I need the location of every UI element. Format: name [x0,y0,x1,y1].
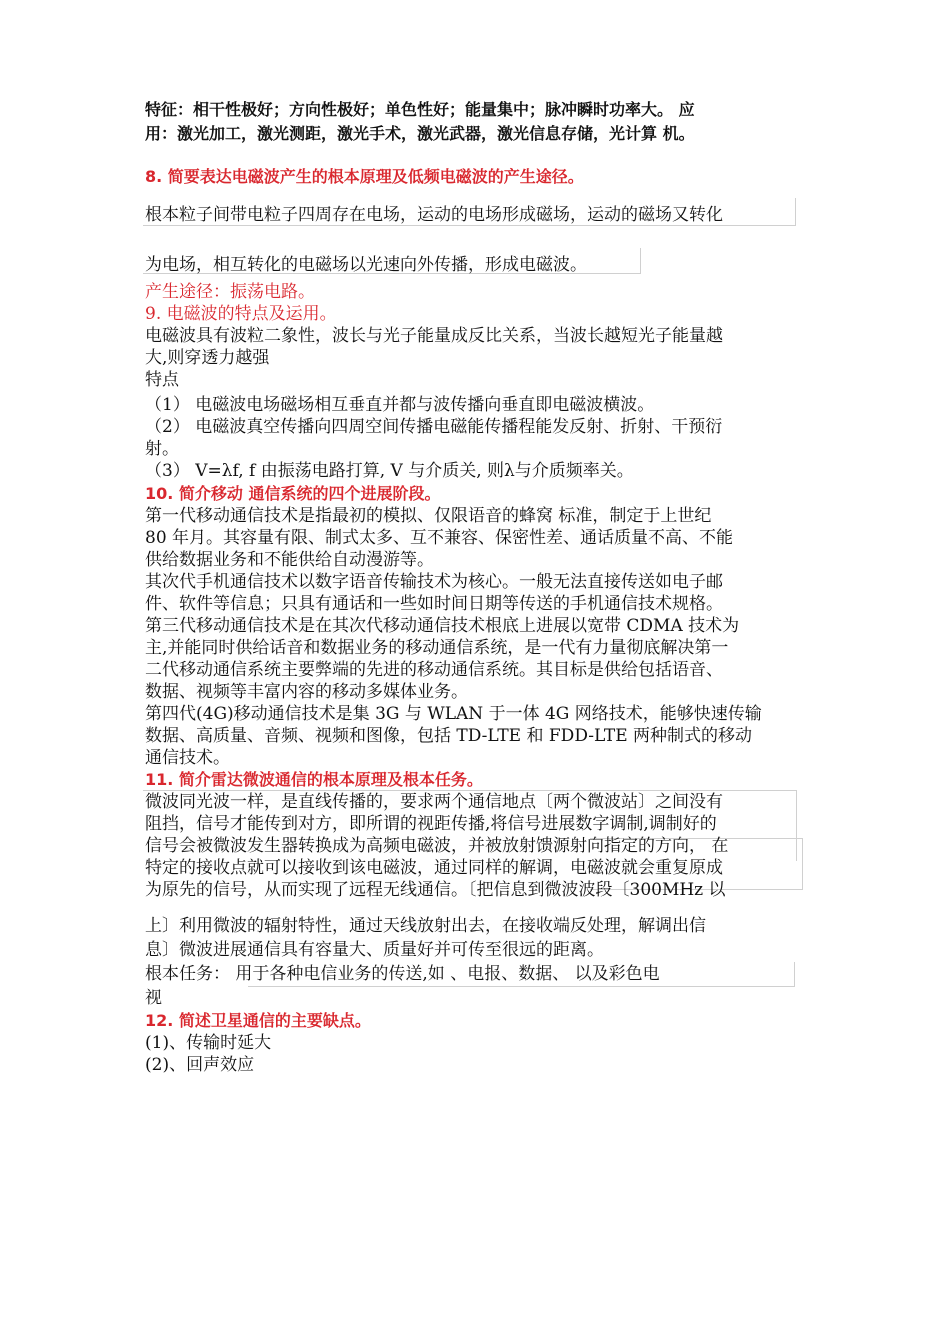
answer-10-line-2: 80 年月。其容量有限、制式太多、互不兼容、保密性差、通话质量不高、不能 [145,528,734,548]
answer-11-line-7: 息〕微波进展通信具有容量大、质量好并可传至很远的距离。 [145,940,604,960]
answer-9-line-5: （2） 电磁波真空传播向四周空间传播电磁能传播程能发反射、折射、干预衍 [145,417,723,437]
answer-12-line-2: (2)、回声效应 [145,1055,255,1075]
answer-8-line-1: 根本粒子间带电粒子四周存在电场，运动的电场形成磁场，运动的磁场又转化 [145,205,723,225]
answer-9-line-1: 电磁波具有波粒二象性，波长与光子能量成反比关系，当波长越短光子能量越 [145,326,723,346]
question-8-heading: 8. 简要表达电磁波产生的根本原理及低频电磁波的产生途径。 [145,167,584,186]
answer-11-line-4: 特定的接收点就可以接收到该电磁波，通过同样的解调，电磁波就会重复原成 [145,858,723,878]
answer-10-line-10: 第四代(4G)移动通信技术是集 3G 与 WLAN 于一体 4G 网络技术，能够快速传输 [145,704,762,724]
answer-10-line-9: 数据、视频等丰富内容的移动多媒体业务。 [145,682,468,702]
question-10-heading: 10. 简介移动 通信系统的四个进展阶段。 [145,484,441,503]
laser-features-line-2: 用：激光加工，激光测距，激光手术，激光武器，激光信息存储，光计算 机。 [145,124,695,143]
answer-11-line-2: 阻挡，信号才能传到对方，即所谓的视距传播,将信号进展数字调制,调制好的 [145,814,717,834]
answer-8-line-2: 为电场，相互转化的电磁场以光速向外传播，形成电磁波。 [145,255,587,275]
laser-features-line-1: 特征：相干性极好；方向性极好；单色性好；能量集中；脉冲瞬时功率大。 应 [145,100,695,119]
answer-10-line-4: 其次代手机通信技术以数字语音传输技术为核心。一般无法直接传送如电子邮 [145,572,723,592]
answer-11-line-1: 微波同光波一样，是直线传播的，要求两个通信地点〔两个微波站〕之间没有 [145,792,723,812]
question-11-heading: 11. 简介雷达微波通信的根本原理及根本任务。 [145,770,483,789]
answer-10-line-12: 通信技术。 [145,748,230,768]
answer-10-line-8: 二代移动通信系统主要弊端的先进的移动通信系统。其目标是供给包括语音、 [145,660,723,680]
answer-10-line-6: 第三代移动通信技术是在其次代移动通信技术根底上进展以宽带 CDMA 技术为 [145,616,740,636]
answer-11-line-9: 视 [145,988,162,1008]
answer-9-line-3: 特点 [145,370,179,390]
answer-10-line-5: 件、软件等信息；只具有通话和一些如时间日期等传送的手机通信技术规格。 [145,594,723,614]
question-12-heading: 12. 简述卫星通信的主要缺点。 [145,1011,371,1030]
answer-11-line-5: 为原先的信号，从而实现了远程无线通信。〔把信息到微波波段〔300MHz 以 [145,880,726,900]
answer-11-line-3: 信号会被微波发生器转换成为高频电磁波，并被放射馈源射向指定的方向， 在 [145,836,729,856]
answer-11-line-6: 上〕利用微波的辐射特性，通过天线放射出去，在接收端反处理，解调出信 [145,916,706,936]
answer-8-line-3: 产生途径：振荡电路。 [145,282,315,302]
answer-9-line-6: 射。 [145,439,179,459]
answer-12-line-1: (1)、传输时延大 [145,1033,272,1053]
answer-10-line-3: 供给数据业务和不能供给自动漫游等。 [145,550,434,570]
question-9-heading: 9. 电磁波的特点及运用。 [145,304,337,324]
answer-10-line-7: 主,并能同时供给话音和数据业务的移动通信系统，是一代有力量彻底解决第一 [145,638,729,658]
answer-9-line-4: （1） 电磁波电场磁场相互垂直并都与波传播向垂直即电磁波横波。 [145,395,655,415]
answer-10-line-1: 第一代移动通信技术是指最初的模拟、仅限语音的蜂窝 标准，制定于上世纪 [145,506,712,526]
answer-9-line-7: （3） V=λf, f 由振荡电路打算, V 与介质关, 则λ与介质频率关。 [145,461,634,481]
answer-9-line-2: 大,则穿透力越强 [145,348,270,368]
answer-11-line-8: 根本任务： 用于各种电信业务的传送,如 、电报、数据、 以及彩色电 [145,964,660,984]
answer-10-line-11: 数据、高质量、音频、视频和图像，包括 TD-LTE 和 FDD-LTE 两种制式的移动 [145,726,753,746]
